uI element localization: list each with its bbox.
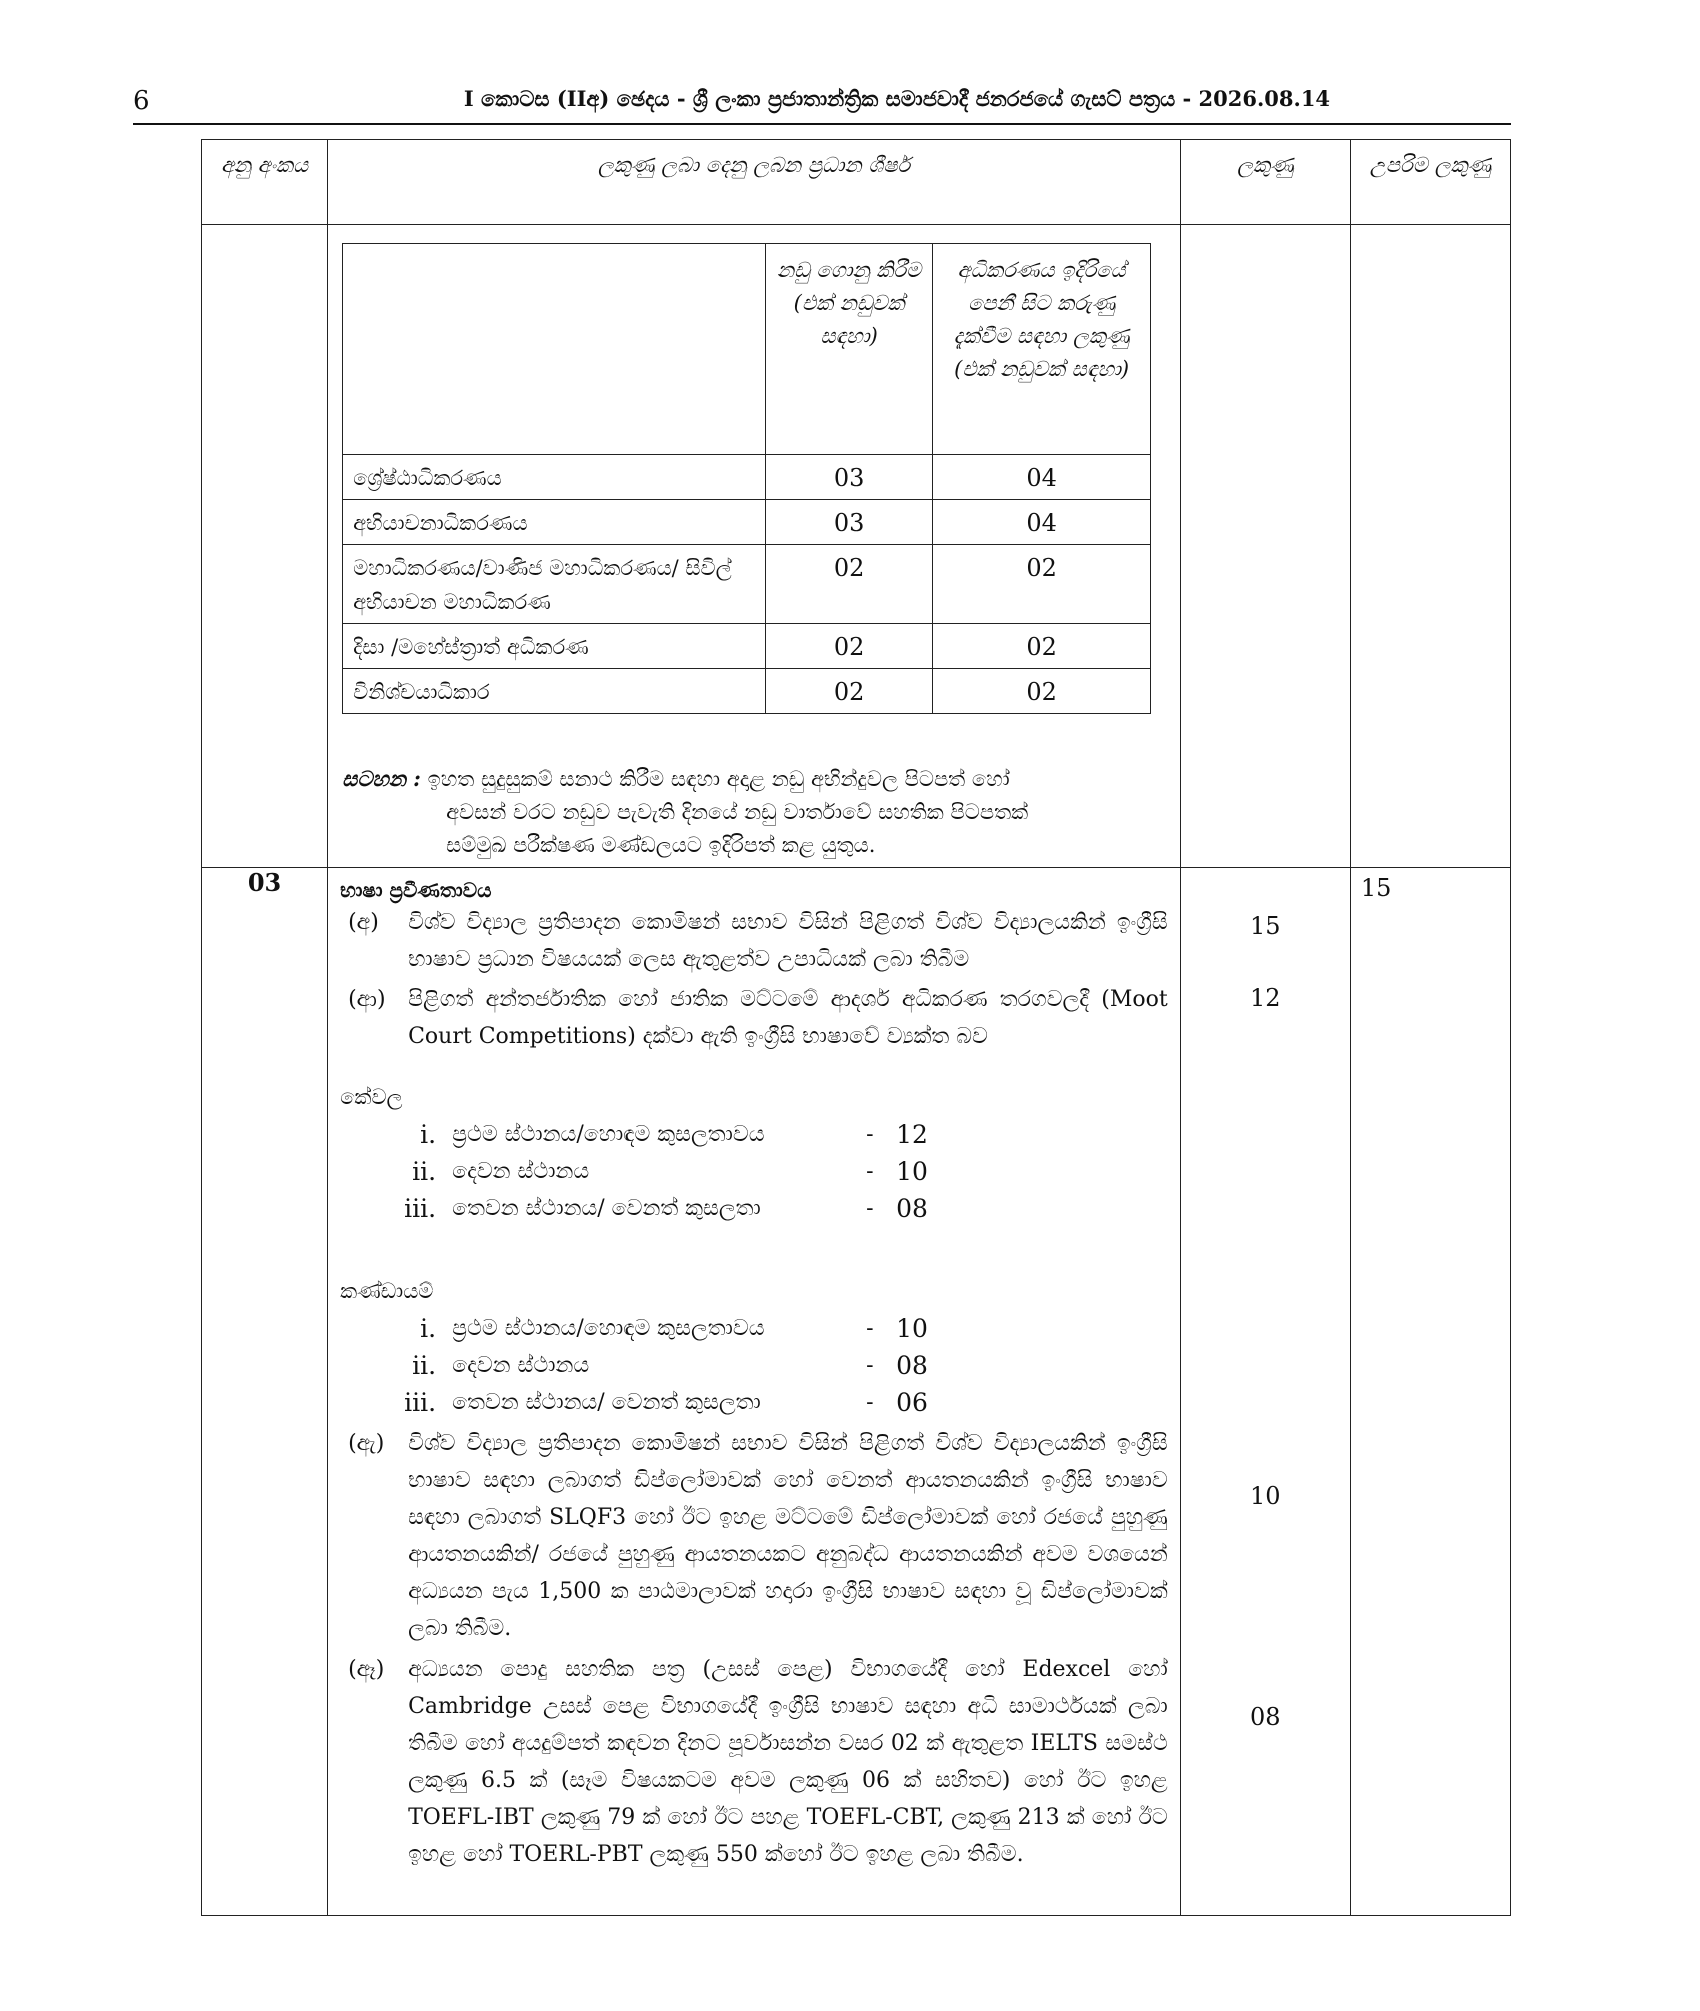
note-line: සම්මුඛ පරීක්ෂණ මණ්ඩලයට ඉදිරිපත් කළ යුතුය. [446, 833, 876, 857]
court-row [343, 500, 1151, 545]
marks-table [201, 139, 1511, 1916]
marks-value: 12 [1250, 984, 1281, 1012]
court-cases-marks: 02 [766, 669, 933, 714]
court-name: දිසා /මහේස්ත්‍රාත් අධිකරණ [343, 624, 766, 669]
criterion-text: විශ්ව විද්‍යාල ප්‍රතිපාදන කොමිෂන් සභාව විසින් පිළිගත් විශ්ව විද්‍යාලයකින් ඉංග්‍රීසි භාෂාව ප්‍රධාන විෂයයක් ලෙස ඇතුළත්ව උපාධියක් ලබා තිබීම [408, 910, 1168, 972]
court-name: අභියාචනාධිකරණය [343, 500, 766, 545]
court-header-blank [343, 244, 766, 455]
court-subtable-header [343, 244, 1151, 455]
court-header-cases: නඩු ගොනු කිරීම (එක් නඩුවක් සඳහා) [766, 244, 933, 455]
roman-numeral: i. [420, 1120, 437, 1149]
court-row [343, 624, 1151, 669]
note-label: සටහන : [342, 766, 421, 791]
dash: - [866, 1122, 874, 1147]
court-row [343, 669, 1151, 714]
place-text: ප්‍රථම ස්ථානය/හොඳම කුසලතාවය [452, 1122, 765, 1147]
points: 10 [896, 1314, 928, 1343]
points: 08 [896, 1351, 928, 1380]
criterion-label: (අ) [348, 910, 379, 935]
cell-court-content [328, 225, 1181, 868]
criterion-text: විශ්ව විද්‍යාල ප්‍රතිපාදන කොමිෂන් සභාව විසින් පිළිගත් විශ්ව විද්‍යාලයකින් ඉංග්‍රීසි භාෂාව සඳහා ලබාගත් ඩිප්ලෝමාවක් හෝ වෙනත් ආයතනයකින් ඉංග්‍රීසි භාෂාව සඳහා ලබාගත් SLQF3 හෝ ඊට ඉහළ මට්ටමේ ඩිප්ලෝමාවක් හෝ රජයේ පුහුණු ආයතනයකින්/ රජයේ පුහුණු ආයතනයකට අනුබද්ධ ආයතනයකින් අවම වශයෙන් අධ්‍යයන පැය 1,500 ක පාඨමාලාවක් හදාරා ඉංග්‍රීසි භාෂාව සඳහා වූ ඩිප්ලෝමාවක් ලබා තිබීම. [408, 1431, 1168, 1641]
serial-number: 03 [202, 868, 328, 1916]
cell-language-content [328, 868, 1181, 1916]
criterion-a [348, 904, 1168, 978]
dash: - [866, 1316, 874, 1341]
court-appearance-marks: 04 [933, 500, 1151, 545]
place-text: තෙවන ස්ථානය/ වෙනත් කුසලතා [452, 1390, 761, 1415]
list-item [328, 1384, 1180, 1421]
note-block [342, 762, 1180, 862]
note-line: ඉහත සුදුසුකම් සනාථ කිරීම සඳහා අදාළ නඩු අභින්දුවල පිටපත් හෝ [427, 767, 1010, 791]
points: 12 [896, 1120, 928, 1149]
table-header-row [202, 140, 1511, 225]
roman-numeral: ii. [412, 1157, 437, 1186]
points: 10 [896, 1157, 928, 1186]
place-text: තෙවන ස්ථානය/ වෙනත් කුසලතා [452, 1196, 761, 1221]
criterion-text: පිළිගත් අන්තර්ජාතික හෝ ජාතික මට්ටමේ ආදර්ශ අධිකරණ තරගවලදී (Moot Court Competitions) දක්වා ඇති ඉංග්‍රීසි භාෂාවේ ව්‍යක්ත බව [408, 987, 1168, 1049]
header-rule [133, 123, 1511, 125]
court-appearance-marks: 02 [933, 545, 1151, 624]
list-item [328, 1153, 1180, 1190]
page-header [133, 86, 1511, 124]
court-name: විනිශ්චයාධිකාර [343, 669, 766, 714]
col-header-serial-no: අනු අංකය [202, 140, 328, 225]
col-header-marks: ලකුණු [1180, 140, 1350, 225]
court-row [343, 455, 1151, 500]
table-row-language-proficiency [202, 868, 1511, 1916]
roman-numeral: i. [420, 1314, 437, 1343]
criterion-ae [348, 1425, 1168, 1647]
max-marks-value: 15 [1360, 874, 1392, 902]
marks-value: 08 [1250, 1703, 1281, 1731]
dash: - [866, 1390, 874, 1415]
criterion-text: අධ්‍යයන පොදු සහතික පත්‍ර (උසස් පෙළ) විභාගයේදී හෝ Edexcel හෝ Cambridge උසස් පෙළ විභාගයේදී ඉංග්‍රීසි භාෂාව සඳහා අධි සාමාර්ථයක් ලබා තිබීම හෝ අයදුම්පත් කඳවන දිනට පූර්වාසන්න වසර 02 ක් ඇතුළත IELTS සමස්ථ ලකුණු 6.5 ක් (සෑම විෂයකටම අවම ලකුණු 06 ක් සහිතව) හෝ ඊට ඉහළ TOEFL-IBT ලකුණු 79 ක් හෝ ඊට පහළ TOEFL-CBT, ලකුණු 213 ක් හෝ ඊට ඉහළ හෝ TOERL-PBT ලකුණු 550 ක්හෝ ඊට ඉහළ ලබා තිබීම. [408, 1657, 1168, 1867]
court-cases-marks: 02 [766, 545, 933, 624]
col-header-main-heading: ලකුණු ලබා දෙනු ලබන ප්‍රධාන ශීර්ෂ [328, 140, 1181, 225]
court-subtable [342, 243, 1151, 714]
page-number: 6 [133, 86, 150, 116]
table-row-court-appearance [202, 225, 1511, 868]
cell-max-empty [1350, 225, 1510, 868]
roman-numeral: iii. [404, 1388, 437, 1417]
cell-max-marks [1350, 868, 1510, 1916]
dash: - [866, 1196, 874, 1221]
list-item [328, 1116, 1180, 1153]
place-text: දෙවන ස්ථානය [452, 1353, 590, 1378]
court-appearance-marks: 02 [933, 669, 1151, 714]
group-label-individual: කේවල [340, 1085, 403, 1109]
dash: - [866, 1353, 874, 1378]
running-title: I කොටස (IIඅ) ඡෙදය - ශ්‍රී ලංකා ප්‍රජාතාන්ත්‍රික සමාජවාදී ජනරජයේ ගැසට් පත්‍රය - 2026.08.14 [463, 86, 1331, 111]
court-cases-marks: 03 [766, 500, 933, 545]
court-name: මහාධිකරණය/වාණිජ මහාධිකරණය/ සිවිල් අභියාචන මහාධිකරණ [343, 545, 766, 624]
place-text: දෙවන ස්ථානය [452, 1159, 590, 1184]
list-item [328, 1190, 1180, 1227]
marks-value: 15 [1250, 912, 1281, 940]
criterion-ae2 [348, 1651, 1168, 1873]
note-line: අවසන් වරට නඩුව පැවැති දිනයේ නඩු වාර්තාවේ සහතික පිටපතක් [446, 800, 1029, 824]
roman-numeral: iii. [404, 1194, 437, 1223]
group-label-team: කණ්ඩායම් [340, 1279, 434, 1303]
cell-marks [1180, 868, 1350, 1916]
roman-numeral: ii. [412, 1351, 437, 1380]
points: 08 [896, 1194, 928, 1223]
section-title: භාෂා ප්‍රවීණතාවය [340, 878, 492, 902]
list-item [328, 1347, 1180, 1384]
list-item [328, 1310, 1180, 1347]
court-cases-marks: 03 [766, 455, 933, 500]
court-appearance-marks: 02 [933, 624, 1151, 669]
col-header-max-marks: උපරිම ලකුණු [1350, 140, 1510, 225]
criterion-label: (ඇ) [348, 1431, 385, 1456]
points: 06 [896, 1388, 928, 1417]
place-text: ප්‍රථම ස්ථානය/හොඳම කුසලතාවය [452, 1316, 765, 1341]
court-cases-marks: 02 [766, 624, 933, 669]
criterion-aa [348, 981, 1168, 1055]
criterion-label: (ආ) [348, 987, 386, 1012]
cell-marks-empty [1180, 225, 1350, 868]
dash: - [866, 1159, 874, 1184]
marks-value: 10 [1250, 1482, 1281, 1510]
cell-serial-empty [202, 225, 328, 868]
court-header-appearance: අධිකරණය ඉදිරියේ පෙනී සිට කරුණු දැක්වීම සඳහා ලකුණු (එක් නඩුවක් සඳහා) [933, 244, 1151, 455]
court-row [343, 545, 1151, 624]
criterion-label: (ඈ) [348, 1657, 385, 1682]
court-name: ශ්‍රේෂ්ඨාධිකරණය [343, 455, 766, 500]
court-appearance-marks: 04 [933, 455, 1151, 500]
